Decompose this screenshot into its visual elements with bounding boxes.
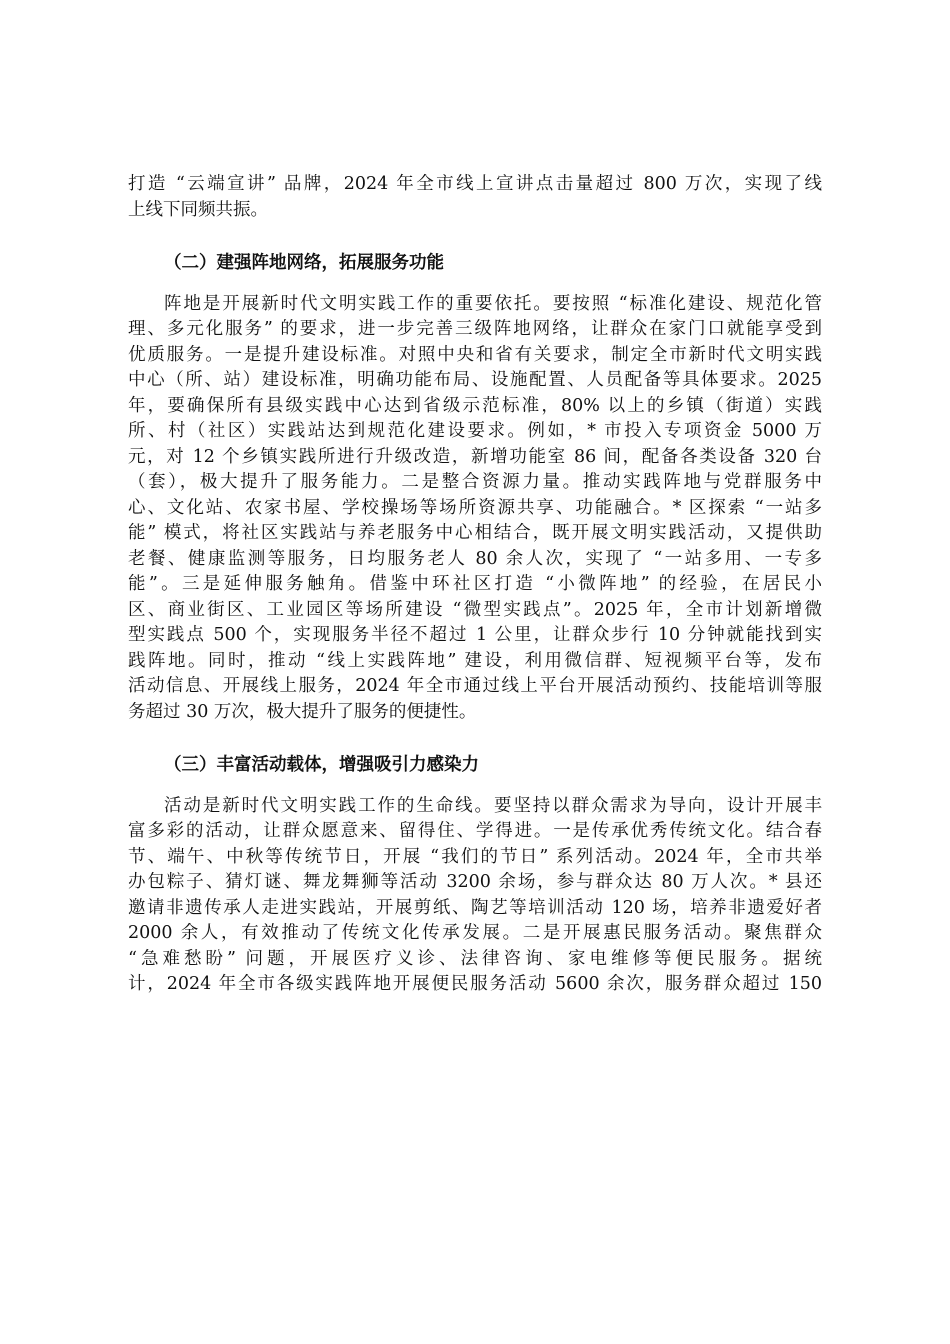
paragraph-line: 计，2024 年全市各级实践阵地开展便民服务活动 5600 余次，服务群众超过 150 (128, 974, 822, 994)
paragraph-line: 能”。三是延伸服务触角。借鉴中环社区打造 “小微阵地” 的经验，在居民小 (128, 574, 822, 594)
paragraph-line: 办包粽子、猜灯谜、舞龙舞狮等活动 3200 余场，参与群众达 80 万人次。* 县还 (128, 872, 822, 892)
paragraph-line: 务超过 30 万次，极大提升了服务的便捷性。 (128, 701, 477, 722)
document-page (128, 172, 822, 998)
paragraph-line: 中心（所、站）建设标准，明确功能布局、设施配置、人员配备等具体要求。2025 (128, 370, 822, 390)
paragraph-line: 活动是新时代文明实践工作的生命线。要坚持以群众需求为导向，设计开展丰 (164, 795, 822, 816)
paragraph-line: 所、村（社区）实践站达到规范化建设要求。例如，* 市投入专项资金 5000 万 (128, 421, 822, 441)
paragraph-line: 上线下同频共振。 (128, 199, 268, 220)
paragraph-line: 区、商业街区、工业园区等场所建设 “微型实践点”。2025 年，全市计划新增微 (128, 599, 822, 620)
paragraph-line: 2000 余人，有效推动了传统文化传承发展。二是开展惠民服务活动。聚焦群众 (128, 923, 822, 943)
section-heading-3: （三）丰富活动载体，增强吸引力感染力 (164, 755, 479, 775)
paragraph-line: 老餐、健康监测等服务，日均服务老人 80 余人次，实现了 “一站多用、一专多 (128, 548, 822, 569)
paragraph-line: 年，要确保所有县级实践中心达到省级示范标准，80% 以上的乡镇（街道）实践 (128, 395, 822, 416)
paragraph-line: 打造 “云端宣讲” 品牌，2024 年全市线上宣讲点击量超过 800 万次，实现了线 (128, 174, 822, 194)
section-3-body (128, 794, 822, 998)
paragraph-line: （套），极大提升了服务能力。二是整合资源力量。推动实践阵地与党群服务中 (128, 472, 822, 492)
paragraph-line: 型实践点 500 个，实现服务半径不超过 1 公里，让群众步行 10 分钟就能找到实 (128, 625, 822, 645)
paragraph-line: 富多彩的活动，让群众愿意来、留得住、学得进。一是传承优秀传统文化。结合春 (128, 821, 822, 841)
paragraph-line: 阵地是开展新时代文明实践工作的重要依托。要按照 “标准化建设、规范化管 (164, 293, 822, 314)
paragraph-line: 理、多元化服务” 的要求，进一步完善三级阵地网络，让群众在家门口就能享受到 (128, 319, 822, 339)
paragraph-line: 能” 模式，将社区实践站与养老服务中心相结合，既开展文明实践活动，又提供助 (128, 523, 822, 543)
paragraph-line: 优质服务。一是提升建设标准。对照中央和省有关要求，制定全市新时代文明实践 (128, 344, 822, 365)
paragraph-line: 元，对 12 个乡镇实践所进行升级改造，新增功能室 86 间，配备各类设备 320 台 (128, 446, 822, 467)
paragraph-line: 活动信息、开展线上服务，2024 年全市通过线上平台开展活动预约、技能培训等服 (128, 676, 822, 696)
paragraph-line: 心、文化站、农家书屋、学校操场等场所资源共享、功能融合。* 区探索 “一站多 (128, 497, 822, 518)
section-heading-2: （二）建强阵地网络，拓展服务功能 (164, 253, 444, 273)
paragraph-line: 践阵地。同时，推动 “线上实践阵地” 建设，利用微信群、短视频平台等，发布 (128, 650, 822, 671)
paragraph-line: 邀请非遗传承人走进实践站，开展剪纸、陶艺等培训活动 120 场，培养非遗爱好者 (128, 897, 822, 918)
paragraph-line: “急难愁盼” 问题，开展医疗义诊、法律咨询、家电维修等便民服务。据统 (128, 948, 822, 969)
intro-paragraph (128, 172, 822, 223)
section-2-body (128, 292, 822, 726)
paragraph-line: 节、端午、中秋等传统节日，开展 “我们的节日” 系列活动。2024 年，全市共举 (128, 846, 822, 867)
